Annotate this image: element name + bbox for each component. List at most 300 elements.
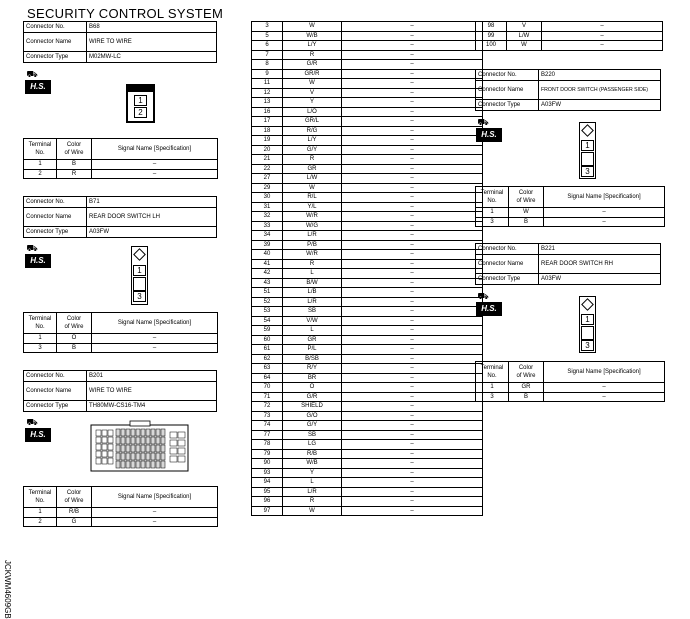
signal-cell: – bbox=[342, 117, 483, 127]
pin-cavity bbox=[102, 451, 107, 457]
pin-cavity bbox=[178, 456, 185, 462]
color-cell: GR/L bbox=[283, 117, 342, 127]
pin-cavity bbox=[170, 456, 177, 462]
pin-cavity bbox=[131, 429, 135, 436]
header-signal: Signal Name [Specification] bbox=[92, 487, 218, 508]
terminal-cell: 21 bbox=[252, 155, 283, 165]
signal-cell: – bbox=[342, 364, 483, 374]
harness-side-icon bbox=[25, 242, 51, 268]
table-row bbox=[252, 250, 483, 260]
color-cell: Y/L bbox=[283, 202, 342, 212]
terminal-cell: 74 bbox=[252, 421, 283, 431]
terminal-table-b201-end bbox=[475, 21, 663, 51]
table-row bbox=[252, 41, 483, 51]
terminal-cell: 100 bbox=[476, 41, 507, 51]
color-cell: L/R bbox=[283, 487, 342, 497]
pin-cavity bbox=[126, 429, 130, 436]
pin-cavity bbox=[116, 429, 120, 436]
label-connector-type: Connector Type bbox=[476, 274, 539, 285]
signal-cell: – bbox=[342, 487, 483, 497]
table-row bbox=[252, 459, 483, 469]
signal-cell: – bbox=[342, 449, 483, 459]
color-cell: W bbox=[283, 506, 342, 516]
table-row bbox=[252, 212, 483, 222]
pin-cavity bbox=[156, 445, 160, 452]
terminal-cell: 33 bbox=[252, 221, 283, 231]
pin-cavity bbox=[170, 440, 177, 446]
pin-cavity bbox=[141, 453, 145, 460]
pin-cavity bbox=[131, 445, 135, 452]
signal-cell: – bbox=[342, 231, 483, 241]
table-row bbox=[252, 383, 483, 393]
signal-cell: – bbox=[342, 383, 483, 393]
signal-cell: – bbox=[342, 69, 483, 79]
table-row bbox=[252, 231, 483, 241]
label-connector-type: Connector Type bbox=[24, 401, 87, 412]
pin-cavity bbox=[161, 445, 165, 452]
table-row bbox=[252, 174, 483, 184]
signal-cell: – bbox=[342, 202, 483, 212]
terminal-cell: 22 bbox=[252, 164, 283, 174]
table-row bbox=[252, 316, 483, 326]
table-row bbox=[252, 411, 483, 421]
signal-cell: – bbox=[342, 278, 483, 288]
connector-type-value: A03FW bbox=[87, 227, 217, 238]
connector-name-value: WIRE TO WIRE bbox=[87, 382, 217, 401]
terminal-cell: 32 bbox=[252, 212, 283, 222]
connector-face-b201 bbox=[90, 420, 190, 475]
terminal-cell: 16 bbox=[252, 107, 283, 117]
pin-cavity bbox=[116, 445, 120, 452]
signal-cell: – bbox=[342, 430, 483, 440]
harness-side-icon bbox=[25, 68, 51, 94]
connector-info-b71 bbox=[23, 196, 217, 238]
signal-cell: – bbox=[542, 22, 663, 32]
table-row bbox=[252, 345, 483, 355]
color-cell: G/Y bbox=[283, 145, 342, 155]
connector-no-value: B220 bbox=[539, 70, 661, 81]
pin-cavity bbox=[116, 461, 120, 468]
pin-cavity bbox=[178, 448, 185, 454]
pin-cavity bbox=[151, 429, 155, 436]
connector-face-b220 bbox=[579, 122, 596, 179]
pin-cavity bbox=[141, 429, 145, 436]
signal-cell: – bbox=[342, 174, 483, 184]
terminal-cell: 41 bbox=[252, 259, 283, 269]
terminal-cell: 93 bbox=[252, 468, 283, 478]
color-cell: L/R bbox=[283, 297, 342, 307]
table-row bbox=[252, 88, 483, 98]
label-connector-name: Connector Name bbox=[24, 382, 87, 401]
signal-cell: – bbox=[342, 164, 483, 174]
hs-label: H.S. bbox=[25, 254, 51, 268]
table-row bbox=[252, 69, 483, 79]
signal-cell: – bbox=[342, 307, 483, 317]
signal-cell: – bbox=[342, 41, 483, 51]
pin-cavity bbox=[156, 429, 160, 436]
table-row: 1 O – bbox=[24, 334, 218, 344]
pin-cavity bbox=[121, 437, 125, 444]
table-row bbox=[252, 164, 483, 174]
hs-label: H.S. bbox=[25, 80, 51, 94]
pin-cavity bbox=[151, 445, 155, 452]
signal-cell: – bbox=[342, 98, 483, 108]
color-cell: SHIELD bbox=[283, 402, 342, 412]
color-cell: GR bbox=[283, 335, 342, 345]
signal-cell: – bbox=[342, 259, 483, 269]
signal-cell: – bbox=[342, 316, 483, 326]
terminal-cell: 95 bbox=[252, 487, 283, 497]
pin-cavity bbox=[151, 437, 155, 444]
pin-cavity bbox=[136, 429, 140, 436]
table-row: 2 G – bbox=[24, 517, 218, 527]
terminal-cell: 64 bbox=[252, 373, 283, 383]
table-row bbox=[252, 145, 483, 155]
color-cell: GR/R bbox=[283, 69, 342, 79]
table-row bbox=[252, 50, 483, 60]
table-row: 1 W – bbox=[476, 208, 665, 218]
connector-info-b220 bbox=[475, 69, 661, 111]
color-cell: Y bbox=[283, 468, 342, 478]
label-connector-name: Connector Name bbox=[24, 33, 87, 52]
pin-cavity bbox=[161, 461, 165, 468]
terminal-cell: 40 bbox=[252, 250, 283, 260]
table-row bbox=[476, 31, 663, 41]
color-cell: P/B bbox=[283, 240, 342, 250]
pin-cavity bbox=[136, 437, 140, 444]
pin-cavity bbox=[96, 444, 101, 450]
color-cell: R/L bbox=[283, 193, 342, 203]
pin-cavity bbox=[136, 461, 140, 468]
signal-cell: – bbox=[342, 506, 483, 516]
terminal-cell: 19 bbox=[252, 136, 283, 146]
table-row bbox=[252, 193, 483, 203]
color-cell: P/L bbox=[283, 345, 342, 355]
signal-cell: – bbox=[342, 297, 483, 307]
table-row bbox=[252, 240, 483, 250]
terminal-cell: 9 bbox=[252, 69, 283, 79]
color-cell: V/W bbox=[283, 316, 342, 326]
terminal-cell: 43 bbox=[252, 278, 283, 288]
terminal-cell: 59 bbox=[252, 326, 283, 336]
header-signal: Signal Name [Specification] bbox=[92, 139, 218, 160]
connector-type-value: A03FW bbox=[539, 274, 661, 285]
color-cell: R bbox=[283, 155, 342, 165]
table-row: 3 B – bbox=[476, 217, 665, 227]
color-cell: L/Y bbox=[283, 41, 342, 51]
label-connector-name: Connector Name bbox=[476, 255, 539, 274]
terminal-cell: 17 bbox=[252, 117, 283, 127]
color-cell: L/Y bbox=[283, 136, 342, 146]
pin-cavity bbox=[146, 429, 150, 436]
terminal-table-b201 bbox=[23, 486, 218, 527]
color-cell: L/R bbox=[283, 231, 342, 241]
pin-cavity bbox=[161, 437, 165, 444]
latch-diamond-icon bbox=[581, 124, 594, 137]
pin-cavity bbox=[156, 461, 160, 468]
signal-cell: – bbox=[342, 335, 483, 345]
connector-info-b221 bbox=[475, 243, 661, 285]
color-cell: G/Y bbox=[283, 421, 342, 431]
hs-label: H.S. bbox=[476, 302, 502, 316]
harness-glyph-icon: ⛟ bbox=[26, 69, 38, 79]
pin-cavity bbox=[141, 445, 145, 452]
signal-cell: – bbox=[342, 79, 483, 89]
signal-cell: – bbox=[342, 221, 483, 231]
terminal-cell: 27 bbox=[252, 174, 283, 184]
color-cell: B/W bbox=[283, 278, 342, 288]
table-row bbox=[252, 430, 483, 440]
pin-cavity bbox=[126, 461, 130, 468]
pin-cavity bbox=[151, 461, 155, 468]
pin-cavity bbox=[136, 453, 140, 460]
pin-cavity bbox=[96, 458, 101, 464]
pin-cavity bbox=[146, 445, 150, 452]
label-connector-no: Connector No. bbox=[24, 22, 87, 33]
signal-cell: – bbox=[342, 459, 483, 469]
table-row bbox=[252, 183, 483, 193]
harness-glyph-icon: ⛟ bbox=[477, 117, 489, 127]
pin-cavity bbox=[170, 448, 177, 454]
pin-cavity bbox=[108, 437, 113, 443]
signal-cell: – bbox=[342, 88, 483, 98]
terminal-cell: 72 bbox=[252, 402, 283, 412]
pin-1: 1 bbox=[134, 95, 147, 106]
connector-name-value: WIRE TO WIRE bbox=[87, 33, 217, 52]
table-row bbox=[476, 22, 663, 32]
color-cell: R/G bbox=[283, 126, 342, 136]
label-connector-type: Connector Type bbox=[476, 100, 539, 111]
table-row bbox=[252, 79, 483, 89]
table-row: 3 B – bbox=[24, 343, 218, 353]
pin-cavity bbox=[126, 445, 130, 452]
signal-cell: – bbox=[342, 31, 483, 41]
terminal-cell: 39 bbox=[252, 240, 283, 250]
terminal-cell: 78 bbox=[252, 440, 283, 450]
pin-1: 1 bbox=[581, 314, 594, 325]
terminal-cell: 61 bbox=[252, 345, 283, 355]
signal-cell: – bbox=[342, 22, 483, 32]
signal-cell: – bbox=[342, 145, 483, 155]
terminal-cell: 63 bbox=[252, 364, 283, 374]
connector-face-b71 bbox=[131, 246, 148, 305]
table-row bbox=[252, 449, 483, 459]
color-cell: W bbox=[283, 183, 342, 193]
pin-cavity bbox=[121, 445, 125, 452]
table-row: 1 R/B – bbox=[24, 508, 218, 518]
signal-cell: – bbox=[342, 440, 483, 450]
color-cell: W bbox=[283, 79, 342, 89]
signal-cell: – bbox=[342, 345, 483, 355]
pin-empty bbox=[581, 152, 594, 166]
table-row: 1 GR – bbox=[476, 383, 665, 393]
terminal-cell: 29 bbox=[252, 183, 283, 193]
terminal-cell: 97 bbox=[252, 506, 283, 516]
pin-cavity bbox=[96, 437, 101, 443]
table-row bbox=[252, 155, 483, 165]
table-row: 2 R – bbox=[24, 169, 218, 179]
label-connector-no: Connector No. bbox=[476, 244, 539, 255]
pin-cavity bbox=[131, 461, 135, 468]
pin-cavity bbox=[108, 430, 113, 436]
pin-cavity bbox=[178, 432, 185, 438]
header-color: Color of Wire bbox=[509, 187, 544, 208]
latch-diamond-icon bbox=[581, 298, 594, 311]
signal-cell: – bbox=[342, 411, 483, 421]
connector-face-b221 bbox=[579, 296, 596, 353]
signal-cell: – bbox=[342, 155, 483, 165]
header-terminal: Terminal No. bbox=[24, 139, 57, 160]
color-cell: Y bbox=[283, 98, 342, 108]
signal-cell: – bbox=[342, 183, 483, 193]
terminal-cell: 30 bbox=[252, 193, 283, 203]
connector-type-value: M02MW-LC bbox=[87, 52, 217, 63]
table-row bbox=[252, 221, 483, 231]
pin-cavity bbox=[96, 430, 101, 436]
pin-cavity bbox=[121, 461, 125, 468]
table-row bbox=[252, 478, 483, 488]
terminal-cell: 31 bbox=[252, 202, 283, 212]
color-cell: GR bbox=[283, 164, 342, 174]
connector-info-b201 bbox=[23, 370, 217, 412]
pin-cavity bbox=[116, 437, 120, 444]
color-cell: LG bbox=[283, 440, 342, 450]
pin-cavity bbox=[141, 437, 145, 444]
terminal-cell: 71 bbox=[252, 392, 283, 402]
terminal-cell: 52 bbox=[252, 297, 283, 307]
pin-cavity bbox=[131, 437, 135, 444]
table-row bbox=[252, 60, 483, 70]
terminal-table-b71 bbox=[23, 312, 218, 353]
signal-cell: – bbox=[342, 326, 483, 336]
color-cell: L bbox=[283, 478, 342, 488]
terminal-cell: 8 bbox=[252, 60, 283, 70]
terminal-cell: 53 bbox=[252, 307, 283, 317]
label-connector-name: Connector Name bbox=[476, 81, 539, 100]
table-row bbox=[252, 421, 483, 431]
terminal-cell: 90 bbox=[252, 459, 283, 469]
terminal-cell: 54 bbox=[252, 316, 283, 326]
harness-side-icon bbox=[25, 416, 51, 442]
table-row bbox=[252, 202, 483, 212]
color-cell: W/B bbox=[283, 31, 342, 41]
table-row bbox=[252, 468, 483, 478]
signal-cell: – bbox=[342, 193, 483, 203]
label-connector-name: Connector Name bbox=[24, 208, 87, 227]
connector-type-value: A03FW bbox=[539, 100, 661, 111]
header-terminal: Terminal No. bbox=[476, 187, 509, 208]
signal-cell: – bbox=[342, 288, 483, 298]
header-color: Color of Wire bbox=[57, 487, 92, 508]
pin-cavity bbox=[170, 432, 177, 438]
pin-2: 2 bbox=[134, 107, 147, 118]
color-cell: W/R bbox=[283, 212, 342, 222]
pin-cavity bbox=[161, 429, 165, 436]
connector-no-value: B68 bbox=[87, 22, 217, 33]
pin-3: 3 bbox=[581, 166, 594, 177]
pin-cavity bbox=[131, 453, 135, 460]
color-cell: L bbox=[283, 326, 342, 336]
pin-cavity bbox=[151, 453, 155, 460]
color-cell: B/SB bbox=[283, 354, 342, 364]
harness-glyph-icon: ⛟ bbox=[477, 291, 489, 301]
terminal-cell: 73 bbox=[252, 411, 283, 421]
pin-1: 1 bbox=[133, 265, 146, 276]
connector-name-value: FRONT DOOR SWITCH (PASSENGER SIDE) bbox=[539, 81, 661, 100]
terminal-cell: 42 bbox=[252, 269, 283, 279]
signal-cell: – bbox=[342, 250, 483, 260]
pin-cavity bbox=[141, 461, 145, 468]
signal-cell: – bbox=[542, 31, 663, 41]
table-row: 3 B – bbox=[476, 392, 665, 402]
terminal-cell: 5 bbox=[252, 31, 283, 41]
terminal-cell: 77 bbox=[252, 430, 283, 440]
signal-cell: – bbox=[342, 107, 483, 117]
table-row bbox=[252, 136, 483, 146]
terminal-cell: 12 bbox=[252, 88, 283, 98]
pin-cavity bbox=[102, 444, 107, 450]
signal-cell: – bbox=[342, 402, 483, 412]
pin-cavity bbox=[102, 430, 107, 436]
table-row bbox=[252, 497, 483, 507]
label-connector-type: Connector Type bbox=[24, 52, 87, 63]
color-cell: R bbox=[283, 497, 342, 507]
pin-cavity bbox=[146, 437, 150, 444]
pin-cavity bbox=[161, 453, 165, 460]
signal-cell: – bbox=[342, 126, 483, 136]
terminal-cell: 7 bbox=[252, 50, 283, 60]
table-row: 1 B – bbox=[24, 160, 218, 170]
terminal-cell: 98 bbox=[476, 22, 507, 32]
terminal-cell: 51 bbox=[252, 288, 283, 298]
pin-cavity bbox=[108, 444, 113, 450]
table-row bbox=[252, 288, 483, 298]
pin-3: 3 bbox=[133, 291, 146, 302]
terminal-table-b220 bbox=[475, 186, 665, 227]
table-row bbox=[252, 440, 483, 450]
table-row bbox=[252, 278, 483, 288]
signal-cell: – bbox=[342, 478, 483, 488]
header-signal: Signal Name [Specification] bbox=[92, 313, 218, 334]
signal-cell: – bbox=[342, 468, 483, 478]
connector-name-value: REAR DOOR SWITCH RH bbox=[539, 255, 661, 274]
label-connector-no: Connector No. bbox=[476, 70, 539, 81]
table-row bbox=[476, 41, 663, 51]
table-row bbox=[252, 402, 483, 412]
pin-cavity bbox=[96, 451, 101, 457]
header-terminal: Terminal No. bbox=[476, 362, 509, 383]
harness-side-icon bbox=[476, 116, 502, 142]
connector-name-value: REAR DOOR SWITCH LH bbox=[87, 208, 217, 227]
signal-cell: – bbox=[342, 212, 483, 222]
table-row bbox=[252, 259, 483, 269]
table-row bbox=[252, 98, 483, 108]
color-cell: L/W bbox=[283, 174, 342, 184]
pin-cavity bbox=[178, 440, 185, 446]
table-row bbox=[252, 326, 483, 336]
pin-cavity bbox=[136, 445, 140, 452]
color-cell: L/O bbox=[283, 107, 342, 117]
signal-cell: – bbox=[342, 240, 483, 250]
color-cell: R bbox=[283, 50, 342, 60]
pin-cavity bbox=[116, 453, 120, 460]
harness-glyph-icon: ⛟ bbox=[26, 243, 38, 253]
table-row bbox=[252, 373, 483, 383]
signal-cell: – bbox=[342, 50, 483, 60]
table-row bbox=[252, 364, 483, 374]
connector-no-value: B221 bbox=[539, 244, 661, 255]
page-title: SECURITY CONTROL SYSTEM bbox=[27, 6, 224, 21]
